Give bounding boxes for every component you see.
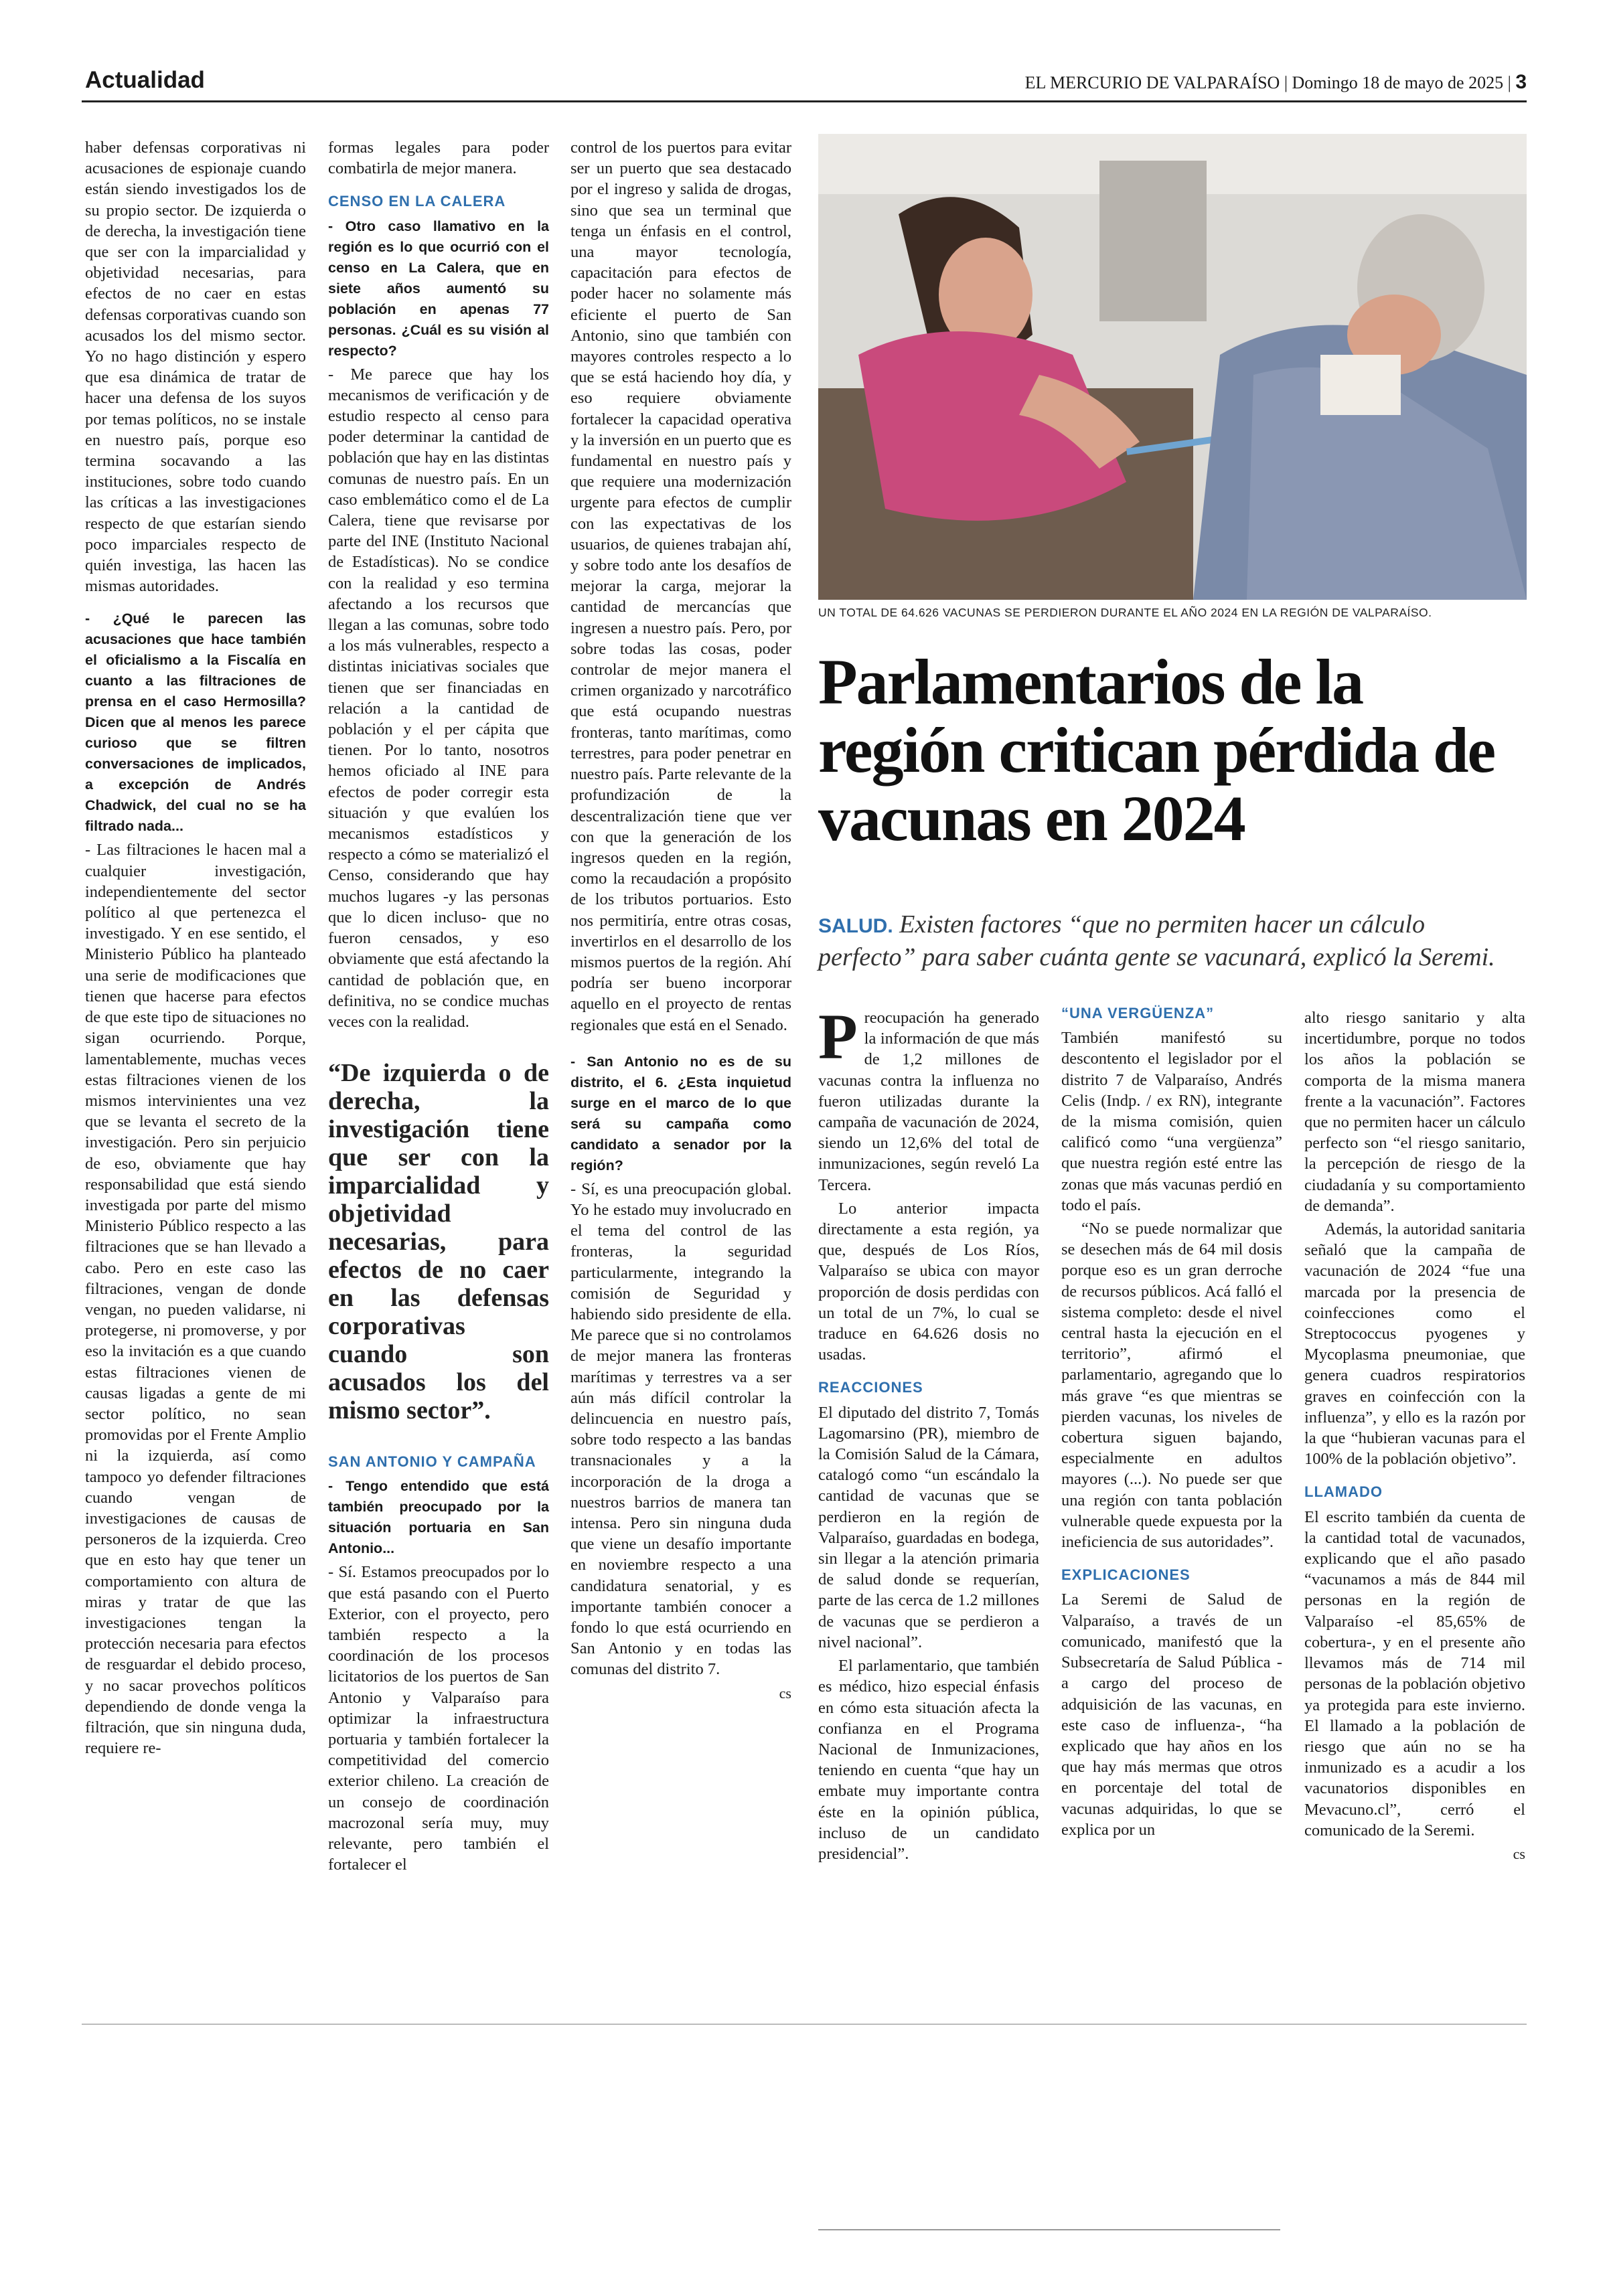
- photo-caption: UN TOTAL DE 64.626 VACUNAS SE PERDIERON DURANTE EL AÑO 2024 EN LA REGIÓN DE VALPARAÍSO.: [818, 606, 1432, 619]
- interview-column-3: [570, 137, 791, 1704]
- article-column-3: [1304, 1007, 1525, 1864]
- bottom-rule: [82, 2024, 1527, 2025]
- subhead-reacciones: REACCIONES: [818, 1379, 923, 1396]
- lead-text: reocupación ha generado la información de que más de 1,2 millones de vacunas contra la influenza no fueron utilizadas durante la campaña de vacunación de 2024, siendo un 12,6% del total de inmunizaciones, según reveló La Tercera.: [818, 1009, 1039, 1194]
- interview-paragraph: - Sí. Estamos preocupados por lo que está pasando con el Puerto Exterior, con el proyecto, pero también respecto a la coordinación de los procesos licitatorios de los puertos de San Antonio y Valparaíso para optimizar la infraestructura portuaria y también fortalecer la competitividad del comercio exterior chileno. La creación de un consejo de coordinación macrozonal sería muy, muy relevante, pero también el fortalecer el: [328, 1563, 549, 1874]
- page-number: 3: [1515, 71, 1527, 93]
- subhead-censo: CENSO EN LA CALERA: [328, 193, 506, 210]
- publication-line: [1025, 71, 1527, 94]
- interview-column-2: [328, 137, 549, 1878]
- publication-info: EL MERCURIO DE VALPARAÍSO | Domingo 18 de mayo de 2025 |: [1024, 73, 1511, 92]
- article-lead: [818, 1001, 1039, 1196]
- subhead-verguenza: “UNA VERGÜENZA”: [1061, 1005, 1215, 1021]
- interview-question: - ¿Qué le parecen las acusaciones que hace también el oficialismo a la Fiscalía en cuanto a las filtraciones de prensa en el caso Hermosilla? Dicen que al menos les parece curioso que se filtren conversaciones de implicados, a excepción de Andrés Chadwick, del cual no se ha filtrado nada...: [85, 610, 306, 835]
- subhead-san-antonio: SAN ANTONIO Y CAMPAÑA: [328, 1453, 536, 1471]
- article-deck: [818, 909, 1527, 973]
- interview-paragraph: - Sí, es una preocupación global. Yo he estado muy involucrado en el tema del control de las fronteras, la seguridad particularmente, integrando la comisión de Seguridad y habiendo sido presidente de ella. Me parece que si no controlamos de mejor manera las fronteras marítimas y terrestres va a ser aún más difícil controlar la delincuencia en nuestro país, sobre todo respecto a las bandas transnacionales y a la incorporación de la droga a nuestros barrios de manera tan intensa. Pero sin ninguna duda que viene un desafío importante en noviembre respecto a una candidatura senatorial, y es importante también conocer a fondo lo que está ocurriendo en San Antonio y en todas las comunas del distrito 7.: [570, 1179, 791, 1679]
- interview-question: - San Antonio no es de su distrito, el 6. ¿Esta inquietud surge en el marco de lo que será su campaña como candidato a senador por la región?: [570, 1053, 791, 1173]
- article-paragraph: El diputado del distrito 7, Tomás Lagomarsino (PR), miembro de la Comisión Salud de la Cámara, catalogó como “un escándalo la cantidad de vacunas que se perdieron en la región de Valparaíso, guardadas en bodega, sin llegar a la atención primaria de salud donde se requerían, parte de las cerca de 1.2 millones de vacunas que se perdieron a nivel nacional”.: [818, 1403, 1039, 1651]
- interview-paragraph: - Me parece que hay los mecanismos de verificación y de estudio respecto al censo para poder determinar la cantidad de población que hay en las distintas comunas de nuestro país. En un caso emblemático como el de La Calera, tiene que revisarse por parte del INE (Instituto Nacional de Estadísticas). No se condice con la realidad y eso termina afectando a los recursos que llegan a las comunas, sobre todo a los más vulnerables, respecto a distintas iniciativas sociales que tienen que ser financiadas en relación a la cantidad de población y el per cápita que tienen. Por lo tanto, nosotros hemos oficiado al INE para efectos de poder corregir esta situación y que evalúen los mecanismos estadísticos y respecto a cómo se materializó el Censo, considerando que hay muchos lugares -y las personas que lo dicen incluso- que no fueron censados, y eso obviamente que está afectando la cantidad de población que, en definitiva, no se condice muchas veces con la realidad.: [328, 365, 549, 1031]
- interview-paragraph: formas legales para poder combatirla de mejor manera.: [328, 139, 549, 178]
- article-column-1: [818, 1001, 1039, 1867]
- interview-paragraph: haber defensas corporativas ni acusaciones de espionaje cuando están siendo investigados los de su propio sector. De izquierda o de derecha, la investigación tiene que ser con la imparcialidad y objetividad necesarias, para efectos de no caer en estas defensas corporativas cuando son acusados los del mismo sector. Yo no hago distinción y espero que esa dinámica de tratar de hacer una defensa de los suyos por temas políticos, no se instale en nuestro país, porque eso termina socavando a las instituciones, sobre todo cuando las críticas a las investigaciones respecto de que estarían siendo poco imparciales respecto de quién investiga, las hacen las mismas autoridades.: [85, 139, 306, 596]
- deck-tag: SALUD.: [818, 915, 893, 937]
- article-paragraph: También manifestó su descontento el legislador por el distrito 7 de Valparaíso, Andrés Celis (Indp. / ex RN), integrante de la misma comisión, quien calificó como “una vergüenza” que nuestra región esté entre las zonas que más vacunas perdió en todo el país.: [1061, 1029, 1282, 1214]
- drop-cap: P: [818, 1001, 858, 1072]
- article-paragraph: Lo anterior impacta directamente a esta región, ya que, después de Los Ríos, Valparaíso se ubica con mayor proporción de dosis perdidas con un total de un 7%, lo cual se traduce en 64.626 dosis no usadas.: [818, 1199, 1039, 1364]
- interview-question: - Otro caso llamativo en la región es lo que ocurrió con el censo en La Calera, que en siete años aumentó su población en apenas 77 personas. ¿Cuál es su visión al respecto?: [328, 218, 549, 359]
- subhead-llamado: LLAMADO: [1304, 1483, 1383, 1501]
- article-paragraph: alto riesgo sanitario y alta incertidumbre, porque no todos los años la población se comporta de la misma manera frente a la vacunación”. Factores que no permiten hacer un cálculo perfecto son “el riesgo sanitario, la percepción de riesgo de la ciudadanía y su comportamiento de demanda”.: [1304, 1009, 1525, 1215]
- section-title: Actualidad: [85, 67, 205, 93]
- interview-column-1: [85, 137, 306, 1761]
- interview-paragraph: control de los puertos para evitar ser un puerto que sea destacado por el ingreso y salida de drogas, sino que sea un terminal que tenga un énfasis en el control, una mayor tecnología, capacitación para efectos de poder hacer no solamente más eficiente el puerto de San Antonio, sino que también con mayores controles respecto a lo que se está haciendo hoy día, y eso requiere obviamente fortalecer la capacidad operativa y la inversión en un puerto que es fundamental en nuestro país y que requiere una modernización urgente para efectos de cumplir con las expectativas de los usuarios, de quienes trabajan ahí, y sobre todo ante los desafíos de mejorar la carga, mejorar la cantidad de mercancías que ingresen a nuestro país. Pero, por sobre todas las cosas, poder controlar de mejor manera el crimen organizado y narcotráfico que está ocupando nuestras fronteras, tanto marítimas, como terrestres, para poder penetrar en nuestro país. Parte relevante de la profundización de la descentralización tiene que ver con que la generación de los ingresos queden en la región, como la recaudación a propósito de los tributos portuarios. Esto nos permitiría, entre otras cosas, invertirlos en el desarrollo de los mismos puertos de la región. Ahí podría ser bueno incorporar aquello en el proyecto de rentas regionales que está en el Senado.: [570, 139, 791, 1034]
- article-paragraph: El parlamentario, que también es médico, hizo especial énfasis en cómo esta situación afecta la confianza en el Programa Nacional de Inmunizaciones, teniendo en cuenta “que hay un embate muy importante contra éste en la opinión pública, incluso de un candidato presidencial”.: [818, 1657, 1039, 1863]
- article-paragraph: Además, la autoridad sanitaria señaló que la campaña de vacunación de 2024 “fue una marcada por la presencia de coinfecciones como el Streptococcus pyogenes y Mycoplasma pneumoniae, que genera cuadros respiratorios graves en coinfección con la influenza”, y ello es la razón por la que “hubieran vacunas para el 100% de la población objetivo”.: [1304, 1220, 1525, 1469]
- end-mark-icon: cs: [779, 1684, 791, 1702]
- vaccination-photo: [818, 134, 1527, 600]
- article-paragraph: La Seremi de Salud de Valparaíso, a través de un comunicado, manifestó que la Subsecretaría de Salud Pública - a cargo del proceso de adquisición de las vacunas, en este caso de influenza-, “ha explicado que hay años en los que hay más mermas que otros en porcentaje del total de vacunas adquiridas, lo que se explica por un: [1061, 1590, 1282, 1839]
- footer-line: [818, 2229, 1280, 2230]
- photo-illustration: [818, 134, 1527, 600]
- subhead-explicaciones: EXPLICACIONES: [1061, 1566, 1191, 1584]
- pull-quote: “De izquierda o de derecha, la investigación tiene que ser con la imparcialidad y objetividad necesarias, para efectos de no caer en las defensas corporativas cuando son acusados los del mismo sector”.: [328, 1059, 549, 1425]
- header-rule: [82, 100, 1527, 102]
- article-headline: Parlamentarios de la región critican pérdida de vacunas en 2024: [818, 646, 1495, 854]
- interview-question: - Tengo entendido que está también preocupado por la situación portuaria en San Antonio...: [328, 1478, 549, 1557]
- deck-text: Existen factores “que no permiten hacer un cálculo perfecto” para saber cuánta gente se vacunará, explicó la Seremi.: [818, 910, 1495, 971]
- article-paragraph: El escrito también da cuenta de la cantidad total de vacunados, explicando que el año pasado “vacunamos a más de 844 mil personas en la región de Valparaíso -el 85,65% de cobertura-, y en el presente año llevamos más de 714 mil personas de la población objetivo ya protegida para este invierno. El llamado a la población de riesgo que aún no se ha inmunizado es a acudir a los vacunatorios disponibles en Mevacuno.cl”, cerró el comunicado de la Seremi.: [1304, 1507, 1525, 1839]
- end-mark-icon: cs: [1513, 1845, 1525, 1862]
- interview-paragraph: - Las filtraciones le hacen mal a cualquier investigación, independientemente del sector político al que pertenezca el investigado. Y en ese sentido, el Ministerio Público ha planteado una serie de modificaciones que tienen que hacerse para efectos de que este tipo de situaciones no sigan ocurriendo. Porque, lamentablemente, muchas veces estas filtraciones vienen de los mismos intervinientes una vez que se levanta el secreto de la investigación. Pero sin perjuicio de eso, obviamente que hay responsabilidad que está siendo investigada por parte del mismo Ministerio Público respecto a las filtraciones que se han llevado a cabo. Pero en este caso las filtraciones, vengan de donde vengan, no pueden validarse, ni protegerse, ni promoverse, y por eso la invitación es a que cuando estas filtraciones vienen de causas ligadas a gente de mi sector político, no sean promovidas por el Frente Amplio ni la izquierda, así como tampoco yo defender filtraciones cuando vengan de investigaciones de causas de personeros de la izquierda. Creo que en esto hay que tener un comportamiento con altura de miras y tratar de que las investigaciones tengan la protección necesaria para efectos de resguardar el debido proceso, y no sacar provechos políticos dependiendo de donde venga la filtración, que sin ninguna duda, requiere re-: [85, 841, 306, 1758]
- article-paragraph: “No se puede normalizar que se desechen más de 64 mil dosis porque eso es un gran derroche de recursos públicos. Acá falló el sistema completo: desde el nivel central hasta la ejecución en el territorio”, afirmó el parlamentario, agregando que lo más grave “es que mientras se pierden vacunas, los niveles de cobertura siguen bajando, especialmente en adultos mayores (...). No puede ser que una región con tanta población vulnerable quede expuesta por la ineficiencia de sus autoridades”.: [1061, 1220, 1282, 1552]
- article-column-2: [1061, 1003, 1282, 1843]
